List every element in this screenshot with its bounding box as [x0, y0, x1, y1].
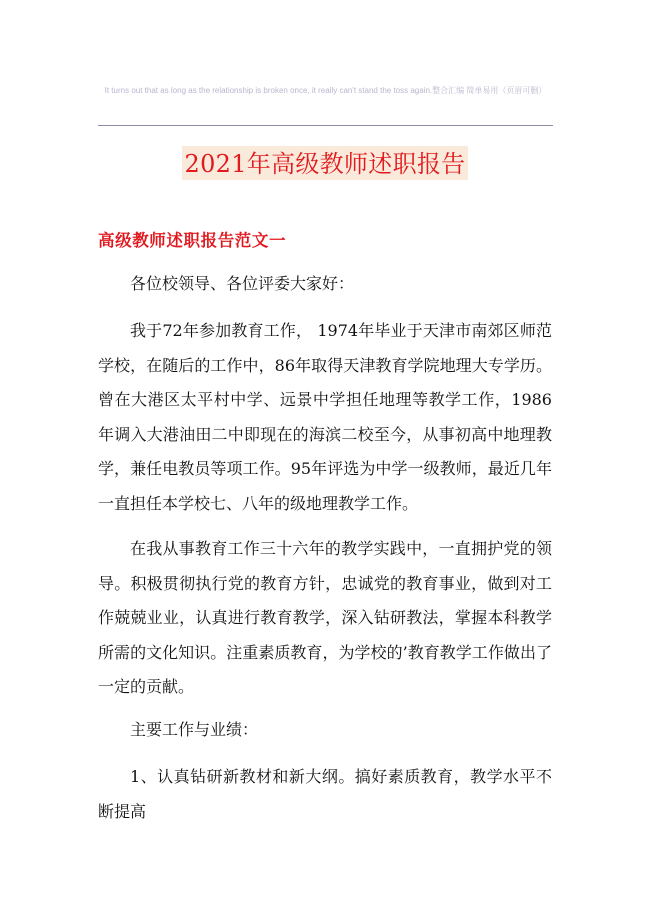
achievements-heading: 主要工作与业绩： — [130, 720, 259, 739]
body-paragraph-2: 在我从事教育工作三十六年的教学实践中，一直拥护党的领导。积极贯彻执行党的教育方针，忠诚党的教育事业，做到对工作兢兢业业，认真进行教育教学，深入钻研教法，掌握本科教学所需的文化知识。注重素质教育，为学校的’教育教学工作做出了一定的贡献。 — [98, 539, 552, 696]
achievement-item-1: 1、认真钻研新教材和新大纲。搞好素质教育，教学水平不断提高 — [98, 767, 552, 821]
page-title: 2021年高级教师述职报告 — [182, 146, 469, 180]
body-paragraph-1: 我于72年参加教育工作， 1974年毕业于天津市南郊区师范学校，在随后的工作中，86年取得天津教育学院地理大专学历。曾在大港区太平村中学、远景中学担任地理等教学工作，1986年调入大港油田二中即现在的海滨二校至今，从事初高中地理教学，兼任电教员等项工作。95年评选为中学一级教师，最近几年一直担任本学校七、八年的级地理教学工作。 — [98, 321, 552, 513]
header-note: It turns out that as long as the relationship is broken once, it really can't stand the toss again.整合汇编 简单易用（页眉可删） — [104, 86, 547, 95]
section-heading: 高级教师述职报告范文一 — [98, 231, 287, 250]
header-divider — [98, 125, 553, 126]
title-container — [0, 146, 650, 180]
greeting-paragraph: 各位校领导、各位评委大家好： — [130, 274, 355, 293]
